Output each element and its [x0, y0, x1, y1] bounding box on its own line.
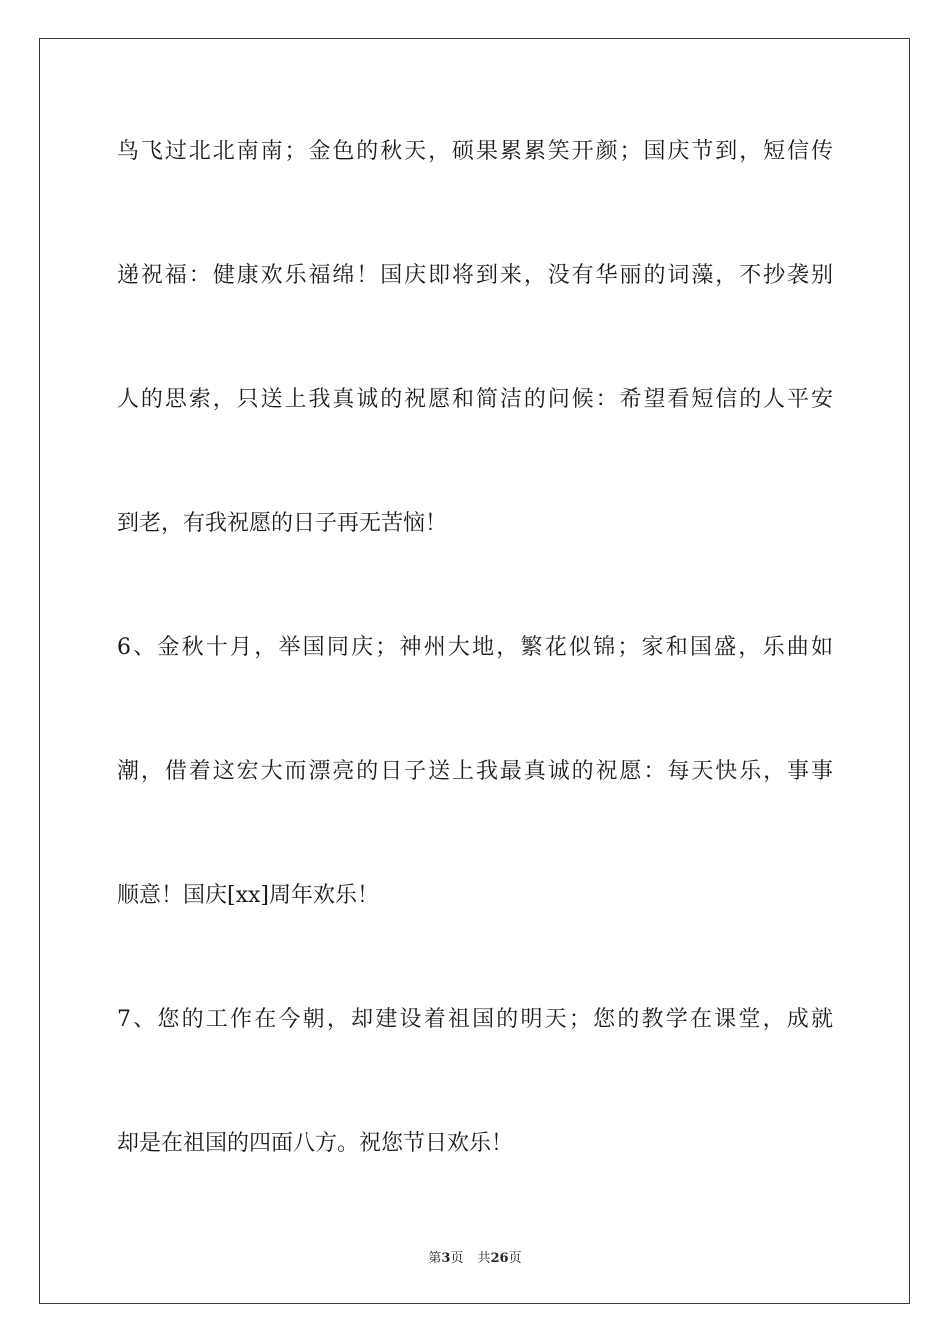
total-pages: 26 [490, 1251, 509, 1266]
page-prefix: 第 [428, 1251, 442, 1266]
total-prefix: 共 [477, 1251, 491, 1266]
total-suffix: 页 [508, 1251, 522, 1266]
page-footer [0, 1247, 950, 1266]
text-line-5: 6、金秋十月，举国同庆；神州大地，繁花似锦；家和国盛，乐曲如 [117, 635, 833, 660]
text-line-3: 人的思索，只送上我真诚的祝愿和简洁的问候：希望看短信的人平安 [117, 387, 833, 412]
page-border [39, 38, 910, 1304]
text-line-9: 却是在祖国的四面八方。祝您节日欢乐！ [117, 1131, 514, 1156]
text-line-1: 鸟飞过北北南南；金色的秋天，硕果累累笑开颜；国庆节到，短信传 [117, 139, 833, 164]
text-line-7: 顺意！国庆[xx]周年欢乐！ [117, 883, 379, 908]
page-number: 3 [441, 1251, 451, 1266]
text-line-6: 潮，借着这宏大而漂亮的日子送上我最真诚的祝愿：每天快乐，事事 [117, 759, 833, 784]
text-line-4: 到老，有我祝愿的日子再无苦恼！ [117, 511, 448, 536]
page-suffix: 页 [450, 1251, 464, 1266]
text-line-2: 递祝福：健康欢乐福绵！国庆即将到来，没有华丽的词藻，不抄袭别 [117, 263, 833, 288]
text-line-8: 7、您的工作在今朝，却建设着祖国的明天；您的教学在课堂，成就 [117, 1007, 833, 1032]
